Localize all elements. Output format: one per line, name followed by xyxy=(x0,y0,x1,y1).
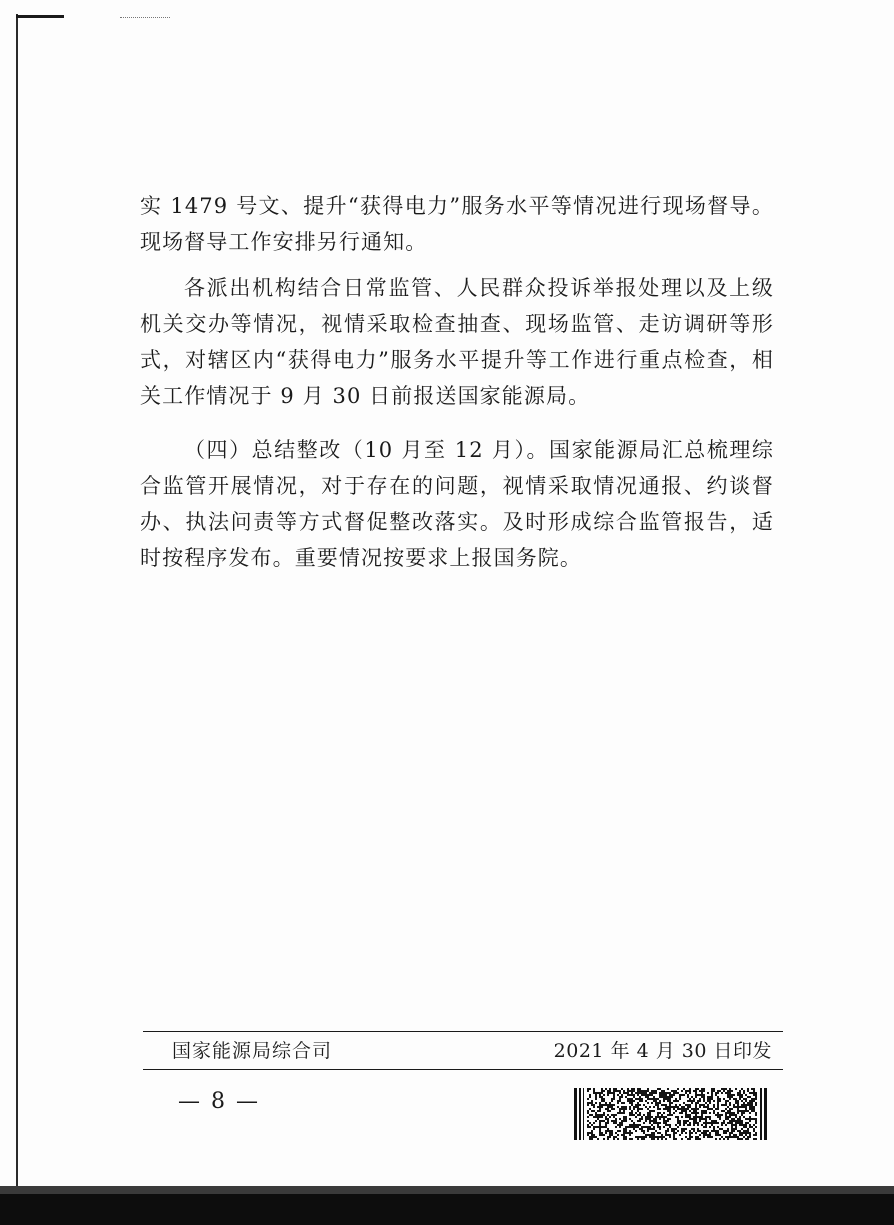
body-paragraph-2: 各派出机构结合日常监管、人民群众投诉举报处理以及上级机关交办等情况，视情采取检查抽查、现场监管、走访调研等形式，对辖区内“获得电力”服务水平提升等工作进行重点检查，相关工作情况于 9 月 30 日前报送国家能源局。 xyxy=(140,276,774,408)
page-number: — 8 — xyxy=(178,1089,260,1114)
scan-edge-line xyxy=(16,14,18,1186)
footer-rule-top xyxy=(143,1031,783,1032)
footer-rule-bottom xyxy=(143,1069,783,1070)
scan-top-mark xyxy=(16,15,64,18)
print-date: 2021 年 4 月 30 日印发 xyxy=(553,1040,772,1062)
body-paragraph-3: （四）总结整改（10 月至 12 月）。国家能源局汇总梳理综合监管开展情况，对于存在的问题，视情采取情况通报、约谈督办、执法问责等方式督促整改落实。及时形成综合监管报告，适时按程序发布。重要情况按要求上报国务院。 xyxy=(140,438,774,570)
issuer-name: 国家能源局综合司 xyxy=(172,1040,333,1062)
scan-dots xyxy=(120,17,170,19)
barcode-icon xyxy=(574,1088,768,1140)
scan-bottom-shade xyxy=(0,1186,894,1194)
body-paragraph-1: 实 1479 号文、提升“获得电力”服务水平等情况进行现场督导。现场督导工作安排另行通知。 xyxy=(140,194,774,254)
